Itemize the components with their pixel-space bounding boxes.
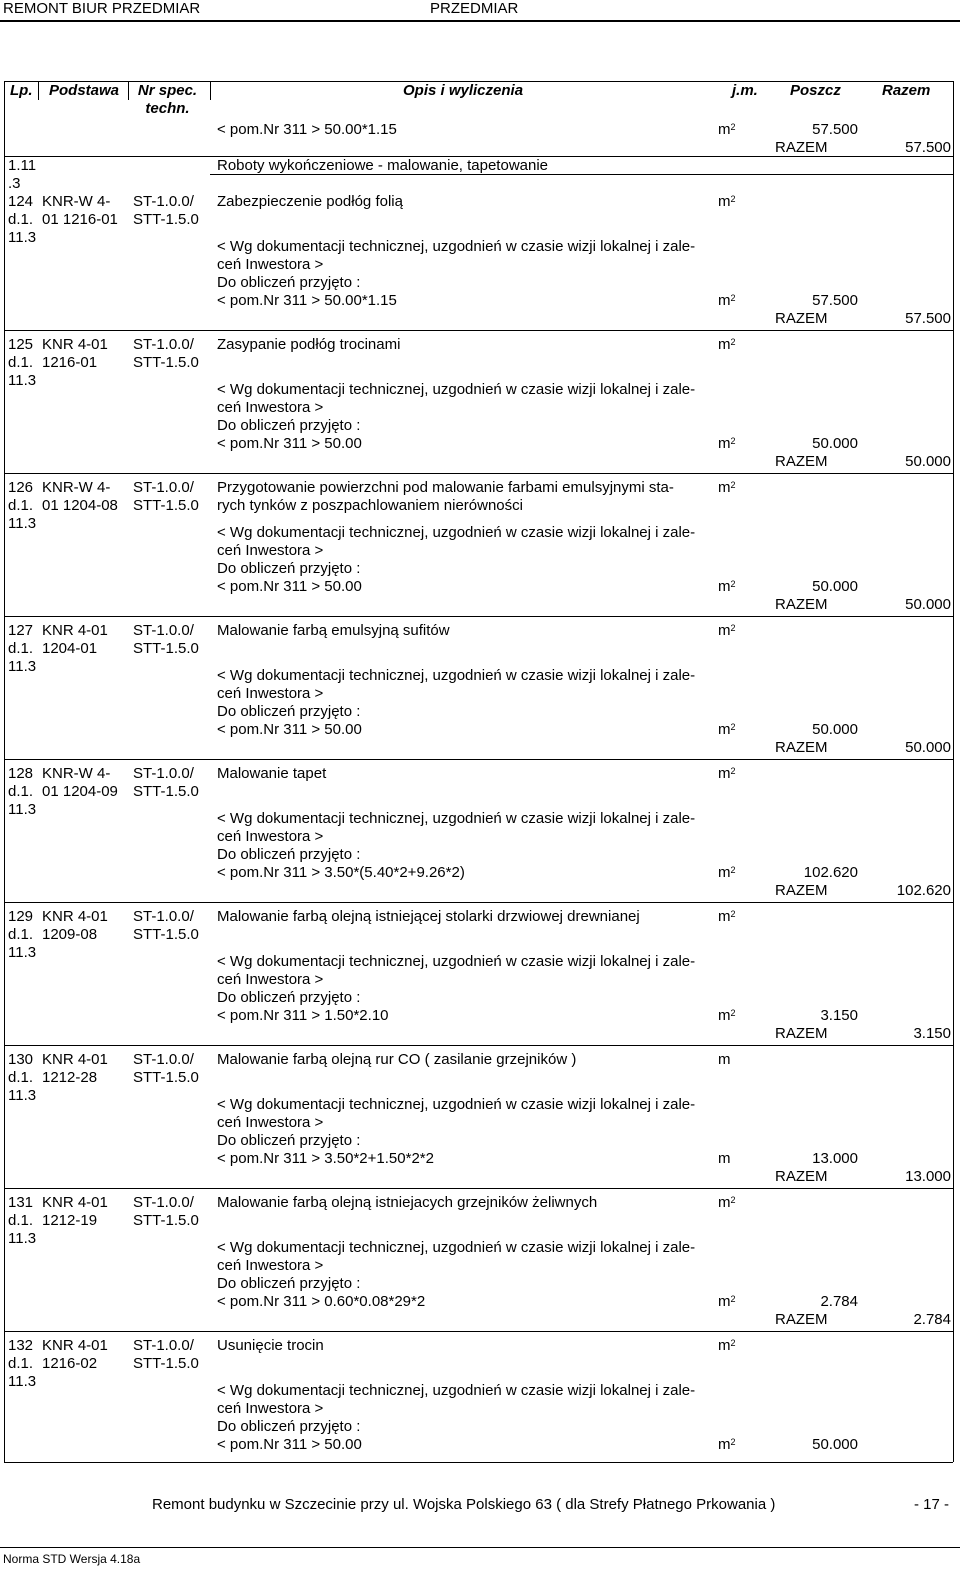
item-poszcz: 50.000: [812, 1436, 858, 1453]
item-unit: $m^2$: [718, 1337, 736, 1354]
item-poszcz: 2.784: [820, 1293, 858, 1310]
item-lp: 132: [8, 1337, 34, 1354]
item-lp: 126: [8, 479, 34, 496]
item-note: < Wg dokumentacji technicznej, uzgodnień w czasie wizji lokalnej i zale-: [217, 1382, 696, 1399]
item-note: < Wg dokumentacji technicznej, uzgodnień w czasie wizji lokalnej i zale-: [217, 667, 696, 684]
item-spec-cont: STT-1.5.0: [133, 926, 199, 943]
item-razem: 50.000: [905, 453, 951, 470]
item-razem: 3.150: [913, 1025, 951, 1042]
item-calc-unit: $m^2$: [718, 292, 736, 309]
item-spec: ST-1.0.0/: [133, 1337, 194, 1354]
page-number: - 17 -: [914, 1496, 950, 1513]
item-lp: 131: [8, 1194, 34, 1211]
section-lp-cont: .3: [8, 175, 21, 192]
item-description: Przygotowanie powierzchni pod malowanie farbami emulsyjnymi sta-: [217, 479, 674, 496]
th-poszcz: Poszcz: [790, 82, 841, 99]
footer-text: Remont budynku w Szczecinie przy ul. Wojska Polskiego 63 ( dla Strefy Płatnego Prkowania ): [152, 1496, 776, 1513]
column-divider: [38, 81, 39, 100]
item-razem-label: RAZEM: [775, 310, 828, 327]
item-lp: 124: [8, 193, 34, 210]
item-note: < Wg dokumentacji technicznej, uzgodnień w czasie wizji lokalnej i zale-: [217, 1096, 696, 1113]
item-unit: $m^2$: [718, 622, 736, 639]
item-lp-sub2: 11.3: [8, 372, 37, 389]
item-description: Zasypanie podłóg trocinami: [217, 336, 401, 353]
item-przyjeto: Do obliczeń przyjęto :: [217, 1132, 361, 1149]
th-nr-spec: Nr spec. techn.: [137, 82, 198, 117]
item-podstawa: KNR 4-01: [42, 1337, 108, 1354]
item-poszcz: 50.000: [812, 721, 858, 738]
table-left-border: [4, 81, 5, 1462]
item-spec: ST-1.0.0/: [133, 622, 194, 639]
item-podstawa-cont: 01 1204-09: [42, 783, 118, 800]
item-razem: 102.620: [896, 882, 951, 899]
item-lp-sub: d.1.: [8, 640, 34, 657]
item-lp: 125: [8, 336, 34, 353]
item-calc-unit: $m^2$: [718, 1293, 736, 1310]
item-note: < Wg dokumentacji technicznej, uzgodnień w czasie wizji lokalnej i zale-: [217, 238, 696, 255]
item-lp-sub2: 11.3: [8, 1373, 37, 1390]
item-description: Zabezpieczenie podłóg folią: [217, 193, 403, 210]
item-spec-cont: STT-1.5.0: [133, 783, 199, 800]
item-spec: ST-1.0.0/: [133, 765, 194, 782]
item-calc: < pom.Nr 311 > 1.50*2.10: [217, 1007, 389, 1024]
item-lp-sub2: 11.3: [8, 229, 37, 246]
item-lp-sub: d.1.: [8, 1069, 34, 1086]
item-poszcz: 13.000: [812, 1150, 858, 1167]
item-spec: ST-1.0.0/: [133, 193, 194, 210]
item-lp: 127: [8, 622, 34, 639]
item-przyjeto: Do obliczeń przyjęto :: [217, 1418, 361, 1435]
item-lp-sub: d.1.: [8, 1355, 34, 1372]
th-podstawa: Podstawa: [49, 82, 120, 99]
item-calc: < pom.Nr 311 > 3.50*2+1.50*2*2: [217, 1150, 434, 1167]
item-unit: $m^2$: [718, 765, 736, 782]
item-razem-label: RAZEM: [775, 1311, 828, 1328]
item-podstawa: KNR-W 4-: [42, 765, 111, 782]
item-spec-cont: STT-1.5.0: [133, 354, 199, 371]
section-title: Roboty wykończeniowe - malowanie, tapetowanie: [217, 157, 549, 174]
item-unit: $m^2$: [718, 1194, 736, 1211]
item-spec: ST-1.0.0/: [133, 1051, 194, 1068]
th-razem: Razem: [882, 82, 931, 99]
item-calc: < pom.Nr 311 > 50.00: [217, 721, 362, 738]
row-separator: [4, 1188, 953, 1189]
item-razem-label: RAZEM: [775, 739, 828, 756]
item-calc-unit: $m^2$: [718, 721, 736, 738]
item-razem: 57.500: [905, 310, 951, 327]
item-unit: $m^2$: [718, 336, 736, 353]
item-razem-label: RAZEM: [775, 1025, 828, 1042]
column-divider: [128, 81, 129, 100]
item-note-cont: ceń Inwestora >: [217, 685, 324, 702]
item-razem: 2.784: [913, 1311, 951, 1328]
item-description: Malowanie farbą emulsyjną sufitów: [217, 622, 450, 639]
header-rule: [0, 20, 960, 22]
item-lp-sub: d.1.: [8, 497, 34, 514]
item-podstawa: KNR 4-01: [42, 622, 108, 639]
row-separator: [4, 759, 953, 760]
item-description: Malowanie tapet: [217, 765, 327, 782]
item-podstawa-cont: 1212-28: [42, 1069, 98, 1086]
item-podstawa-cont: 1212-19: [42, 1212, 98, 1229]
item-spec-cont: STT-1.5.0: [133, 1212, 199, 1229]
th-jm: j.m.: [732, 82, 758, 99]
item-lp-sub2: 11.3: [8, 801, 37, 818]
row-separator: [4, 473, 953, 474]
item-podstawa: KNR 4-01: [42, 1051, 108, 1068]
item-description: Malowanie farbą olejną rur CO ( zasilanie grzejników ): [217, 1051, 577, 1068]
poszcz-value: 57.500: [812, 121, 858, 138]
column-divider: [210, 81, 211, 100]
item-razem: 50.000: [905, 596, 951, 613]
item-spec-cont: STT-1.5.0: [133, 211, 199, 228]
item-podstawa: KNR-W 4-: [42, 479, 111, 496]
calc-line: < pom.Nr 311 > 50.00*1.15: [217, 121, 397, 138]
row-separator: [4, 1331, 953, 1332]
row-separator: [4, 330, 953, 331]
document-header-center: PRZEDMIAR: [430, 0, 519, 17]
item-lp: 130: [8, 1051, 34, 1068]
item-razem-label: RAZEM: [775, 596, 828, 613]
item-razem-label: RAZEM: [775, 1168, 828, 1185]
item-lp: 128: [8, 765, 34, 782]
item-note: < Wg dokumentacji technicznej, uzgodnień w czasie wizji lokalnej i zale-: [217, 953, 696, 970]
item-note: < Wg dokumentacji technicznej, uzgodnień w czasie wizji lokalnej i zale-: [217, 1239, 696, 1256]
item-poszcz: 102.620: [803, 864, 858, 881]
item-calc-unit: $m^2$: [718, 578, 736, 595]
item-note-cont: ceń Inwestora >: [217, 1257, 324, 1274]
item-razem-label: RAZEM: [775, 453, 828, 470]
item-razem: 50.000: [905, 739, 951, 756]
item-lp-sub: d.1.: [8, 1212, 34, 1229]
item-podstawa-cont: 1204-01: [42, 640, 98, 657]
item-calc: < pom.Nr 311 > 3.50*(5.40*2+9.26*2): [217, 864, 465, 881]
item-note-cont: ceń Inwestora >: [217, 971, 324, 988]
item-calc-unit: $m^2$: [718, 1007, 736, 1024]
calc-unit: $m^2$: [718, 121, 736, 138]
item-podstawa: KNR 4-01: [42, 908, 108, 925]
item-note-cont: ceń Inwestora >: [217, 542, 324, 559]
item-lp-sub2: 11.3: [8, 515, 37, 532]
item-description: Usunięcie trocin: [217, 1337, 324, 1354]
item-unit: $m^2$: [718, 908, 736, 925]
item-podstawa-cont: 1209-08: [42, 926, 98, 943]
item-calc-unit: $m^2$: [718, 864, 736, 881]
item-lp-sub: d.1.: [8, 926, 34, 943]
item-spec-cont: STT-1.5.0: [133, 1355, 199, 1372]
item-podstawa: KNR 4-01: [42, 336, 108, 353]
row-separator: [4, 616, 953, 617]
item-poszcz: 50.000: [812, 435, 858, 452]
item-description-cont: rych tynków z poszpachlowaniem nierówności: [217, 497, 523, 514]
item-spec: ST-1.0.0/: [133, 908, 194, 925]
item-calc: < pom.Nr 311 > 50.00*1.15: [217, 292, 397, 309]
item-podstawa-cont: 01 1216-01: [42, 211, 118, 228]
row-separator: [210, 174, 953, 175]
item-poszcz: 3.150: [820, 1007, 858, 1024]
item-podstawa: KNR 4-01: [42, 1194, 108, 1211]
item-note-cont: ceń Inwestora >: [217, 1400, 324, 1417]
item-calc: < pom.Nr 311 > 50.00: [217, 435, 362, 452]
item-razem-label: RAZEM: [775, 882, 828, 899]
razem-label: RAZEM: [775, 139, 828, 156]
item-przyjeto: Do obliczeń przyjęto :: [217, 846, 361, 863]
item-podstawa-cont: 1216-02: [42, 1355, 98, 1372]
software-version: Norma STD Wersja 4.18a: [3, 1552, 141, 1566]
item-lp-sub2: 11.3: [8, 1230, 37, 1247]
item-description: Malowanie farbą olejną istniejącej stolarki drzwiowej drewnianej: [217, 908, 640, 925]
item-podstawa: KNR-W 4-: [42, 193, 111, 210]
item-unit: m: [718, 1051, 731, 1068]
item-calc: < pom.Nr 311 > 50.00: [217, 1436, 362, 1453]
item-calc-unit: $m^2$: [718, 435, 736, 452]
item-lp-sub2: 11.3: [8, 1087, 37, 1104]
item-calc-unit: $m^2$: [718, 1436, 736, 1453]
footer-rule: [0, 1547, 960, 1548]
item-unit: $m^2$: [718, 479, 736, 496]
item-unit: $m^2$: [718, 193, 736, 210]
table-right-border: [953, 81, 954, 1462]
item-przyjeto: Do obliczeń przyjęto :: [217, 1275, 361, 1292]
item-note: < Wg dokumentacji technicznej, uzgodnień w czasie wizji lokalnej i zale-: [217, 810, 696, 827]
table-bottom-border: [4, 1462, 953, 1463]
item-spec-cont: STT-1.5.0: [133, 497, 199, 514]
item-spec-cont: STT-1.5.0: [133, 640, 199, 657]
item-razem: 13.000: [905, 1168, 951, 1185]
item-calc-unit: m: [718, 1150, 731, 1167]
item-przyjeto: Do obliczeń przyjęto :: [217, 417, 361, 434]
th-lp: Lp.: [10, 82, 33, 99]
item-lp-sub2: 11.3: [8, 658, 37, 675]
item-spec-cont: STT-1.5.0: [133, 1069, 199, 1086]
item-calc: < pom.Nr 311 > 50.00: [217, 578, 362, 595]
item-lp-sub: d.1.: [8, 354, 34, 371]
item-calc: < pom.Nr 311 > 0.60*0.08*29*2: [217, 1293, 426, 1310]
item-lp-sub2: 11.3: [8, 944, 37, 961]
item-note-cont: ceń Inwestora >: [217, 399, 324, 416]
item-lp-sub: d.1.: [8, 211, 34, 228]
item-poszcz: 57.500: [812, 292, 858, 309]
item-note-cont: ceń Inwestora >: [217, 256, 324, 273]
item-przyjeto: Do obliczeń przyjęto :: [217, 274, 361, 291]
section-lp: 1.11: [8, 157, 37, 174]
razem-value: 57.500: [905, 139, 951, 156]
item-podstawa-cont: 1216-01: [42, 354, 98, 371]
item-spec: ST-1.0.0/: [133, 479, 194, 496]
item-spec: ST-1.0.0/: [133, 1194, 194, 1211]
row-separator: [4, 1045, 953, 1046]
item-podstawa-cont: 01 1204-08: [42, 497, 118, 514]
item-description: Malowanie farbą olejną istniejacych grzejników żeliwnych: [217, 1194, 598, 1211]
item-note: < Wg dokumentacji technicznej, uzgodnień w czasie wizji lokalnej i zale-: [217, 381, 696, 398]
item-spec: ST-1.0.0/: [133, 336, 194, 353]
document-header-left: REMONT BIUR PRZEDMIAR: [3, 0, 201, 17]
item-przyjeto: Do obliczeń przyjęto :: [217, 560, 361, 577]
th-opis: Opis i wyliczenia: [403, 82, 524, 99]
item-note: < Wg dokumentacji technicznej, uzgodnień w czasie wizji lokalnej i zale-: [217, 524, 696, 541]
row-separator: [4, 902, 953, 903]
item-lp-sub: d.1.: [8, 783, 34, 800]
item-przyjeto: Do obliczeń przyjęto :: [217, 989, 361, 1006]
item-przyjeto: Do obliczeń przyjęto :: [217, 703, 361, 720]
item-poszcz: 50.000: [812, 578, 858, 595]
item-lp: 129: [8, 908, 34, 925]
item-note-cont: ceń Inwestora >: [217, 828, 324, 845]
item-note-cont: ceń Inwestora >: [217, 1114, 324, 1131]
